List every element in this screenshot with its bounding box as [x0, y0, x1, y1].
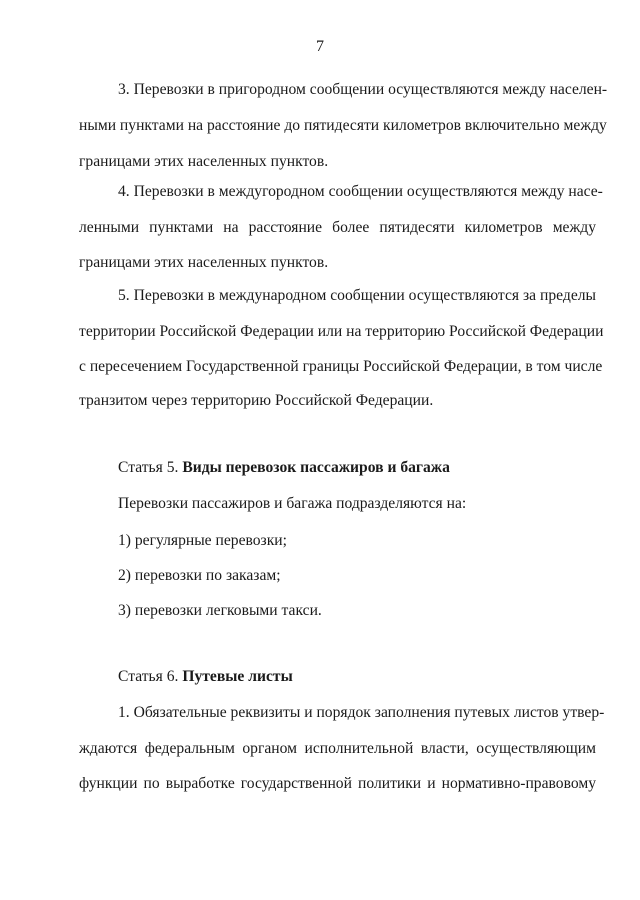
article-5-heading: [118, 458, 635, 478]
article-5-label: Статья 5.: [118, 459, 179, 476]
article-6-paragraph-1-line-3: функции по выработке государственной политики и нормативно-правовому: [79, 775, 596, 792]
article-5-item-1: 1) регулярные перевозки;: [118, 532, 287, 549]
article-6-title: Путевые листы: [182, 668, 293, 685]
paragraph-4-line-2: ленными пунктами на расстояние более пятидесяти километров между: [79, 219, 596, 236]
article-6-heading: [118, 667, 635, 687]
page-number: 7: [316, 38, 324, 55]
paragraph-3-line-2: ными пунктами на расстояние до пятидесяти километров включительно между: [79, 117, 607, 134]
article-6-paragraph-1-line-1: 1. Обязательные реквизиты и порядок заполнения путевых листов утвер-: [118, 704, 605, 721]
article-5-item-2: 2) перевозки по заказам;: [118, 567, 281, 584]
article-6-paragraph-1-line-2: ждаются федеральным органом исполнительной власти, осуществляющим: [79, 740, 596, 757]
paragraph-5-line-2: территории Российской Федерации или на территорию Российской Федерации: [79, 323, 604, 340]
paragraph-3-line-1: 3. Перевозки в пригородном сообщении осуществляются между населен-: [118, 81, 608, 98]
paragraph-4-line-1: 4. Перевозки в междугородном сообщении осуществляются между насе-: [118, 183, 603, 200]
article-5-intro: Перевозки пассажиров и багажа подразделяются на:: [118, 495, 467, 512]
article-5-item-3: 3) перевозки легковыми такси.: [118, 602, 322, 619]
article-5-title: Виды перевозок пассажиров и багажа: [182, 459, 450, 476]
paragraph-4-line-3: границами этих населенных пунктов.: [79, 254, 329, 271]
article-6-label: Статья 6.: [118, 668, 179, 685]
paragraph-3-line-3: границами этих населенных пунктов.: [79, 153, 329, 170]
paragraph-5-line-4: транзитом через территорию Российской Федерации.: [79, 392, 434, 409]
paragraph-5-line-3: с пересечением Государственной границы Российской Федерации, в том числе: [79, 358, 603, 375]
paragraph-5-line-1: 5. Перевозки в международном сообщении осуществляются за пределы: [118, 287, 596, 304]
